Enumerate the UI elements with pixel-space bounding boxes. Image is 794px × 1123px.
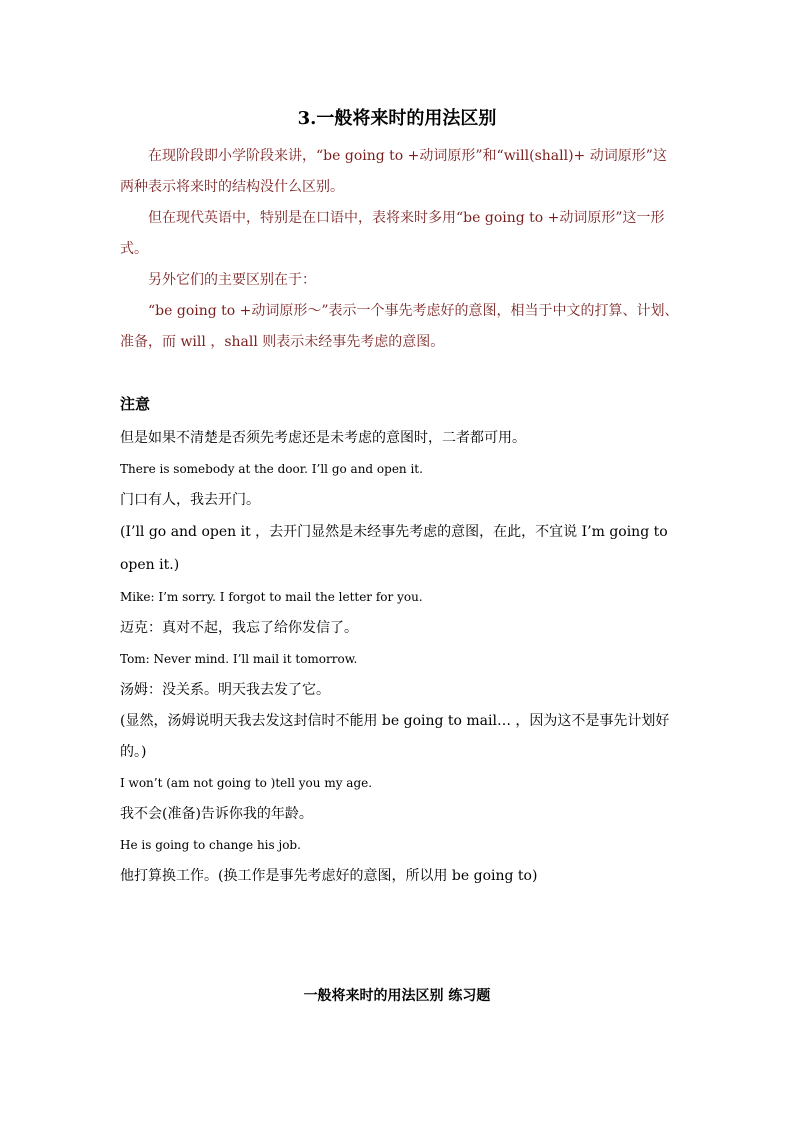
translation-line: 门口有人，我去开门。 <box>120 492 260 508</box>
intro-section <box>120 141 680 358</box>
example-sentence: Tom: Never mind. I’ll mail it tomorrow. <box>120 652 358 666</box>
explanation-line: (I’ll go and open it ，去开门显然是未经事先考虑的意图，在此，不宜说 I’m going to open it.) <box>120 524 668 573</box>
note-heading: 注意 <box>120 395 151 413</box>
example-sentence: Mike: I’m sorry. I forgot to mail the letter for you. <box>120 590 423 604</box>
notes-section <box>120 423 680 892</box>
intro-paragraph: 在现阶段即小学阶段来讲，“be going to +动词原形”和“will(shall)+ 动词原形”这两种表示将来时的结构没什么区别。 <box>120 148 667 195</box>
explanation-line: (显然，汤姆说明天我去发这封信时不能用 be going to mail… ，因为这不是事先计划好的。) <box>120 713 670 760</box>
translation-line: 我不会(准备)告诉你我的年龄。 <box>120 806 313 822</box>
translation-line: 汤姆：没关系。明天我去发了它。 <box>120 682 330 698</box>
example-sentence: He is going to change his job. <box>120 838 301 852</box>
translation-line: 他打算换工作。(换工作是事先考虑好的意图，所以用 be going to) <box>120 868 538 884</box>
example-sentence: There is somebody at the door. I’ll go and open it. <box>120 462 423 476</box>
exercise-title: 一般将来时的用法区别 练习题 <box>303 988 491 1004</box>
intro-paragraph: “be going to +动词原形～”表示一个事先考虑好的意图，相当于中文的打算、计划、准备，而 will ，shall 则表示未经事先考虑的意图。 <box>120 303 679 350</box>
intro-paragraph: 另外它们的主要区别在于： <box>148 272 316 288</box>
intro-paragraph: 但在现代英语中，特别是在口语中，表将来时多用“be going to +动词原形”这一形式。 <box>120 210 665 257</box>
page-title: 3.一般将来时的用法区别 <box>297 108 497 129</box>
translation-line: 迈克：真对不起，我忘了给你发信了。 <box>120 620 358 636</box>
example-sentence: I won’t (am not going to )tell you my age. <box>120 776 373 790</box>
note-line: 但是如果不清楚是否须先考虑还是未考虑的意图时，二者都可用。 <box>120 430 526 446</box>
